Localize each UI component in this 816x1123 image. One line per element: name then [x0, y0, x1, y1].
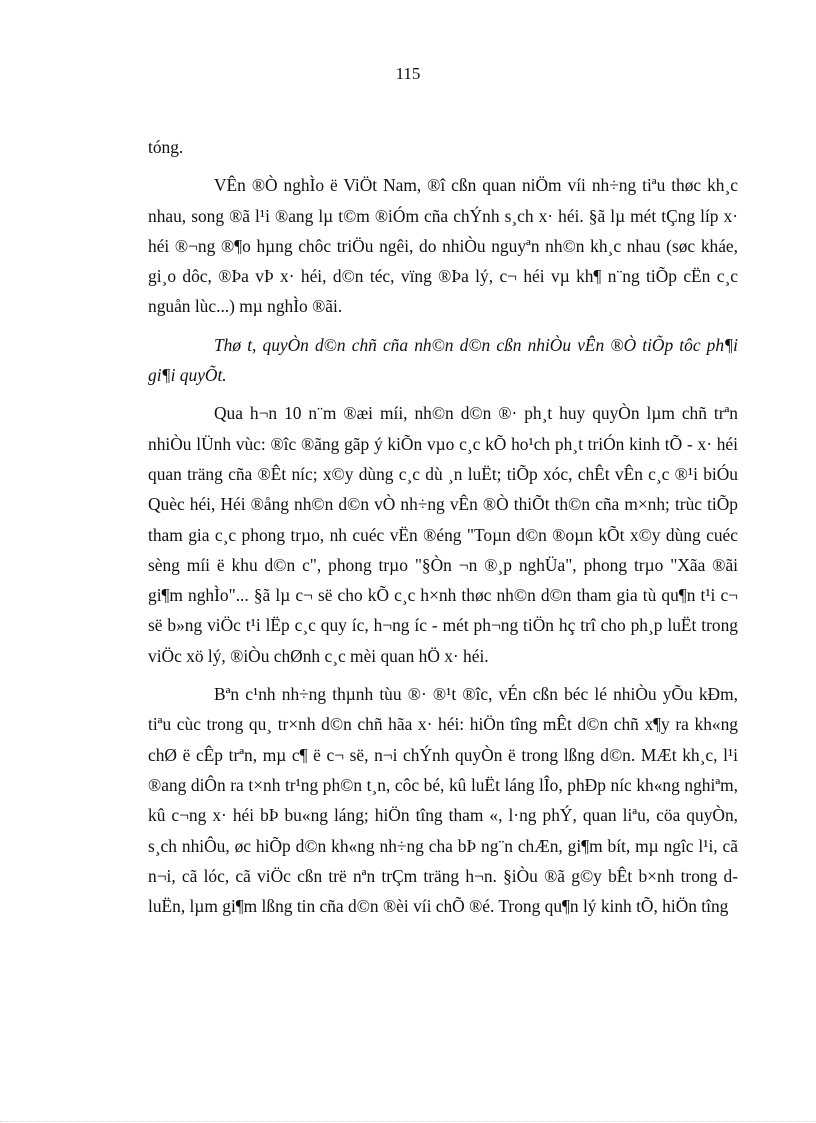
page-number: 115 [395, 64, 421, 83]
paragraph-weaknesses: Bªn c¹nh nh÷ng thµnh tùu ®· ®¹t ®îc, vÉn cßn béc lé nhiÒu yÕu kÐm, tiªu cùc trong qu¸ tr×nh d©n chñ hãa x· héi: hiÖn tîng mÊt d©n chñ x¶y ra kh«ng chØ ë cÊp trªn, mµ c¶ ë c¬ së, n¬i chÝnh quyÒn ë trong lßng d©n. MÆt kh¸c, l¹i ®ang diÔn ra t×nh tr¹ng ph©n t¸n, côc bé, kû luËt láng lÎo, phÐp níc kh«ng nghiªm, kû c¬ng x· héi bÞ bu«ng láng; hiÖn tîng tham «, l·ng phÝ, quan liªu, cöa quyÒn, s¸ch nhiÔu, øc hiÕp d©n kh«ng nh÷ng cha bÞ ng¨n chÆn, gi¶m bít, mµ ngîc l¹i, cã n¬i, cã lóc, cã viÖc cßn trë nªn trÇm träng h¬n. §iÒu ®ã g©y bÊt b×nh trong d luËn, lµm gi¶m lßng tin cña d©n ®èi víi chÕ ®é. Trong qu¶n lý kinh tÕ, hiÖn tîng [148, 684, 738, 917]
paragraph-achievements: Qua h¬n 10 n¨m ®æi míi, nh©n d©n ®· ph¸t huy quyÒn lµm chñ trªn nhiÒu lÜnh vùc: ®îc ®ãng gãp ý kiÕn vµo c¸c kÕ ho¹ch ph¸t triÓn kinh tÕ - x· héi quan träng cña ®Êt níc; x©y dùng c¸c dù ¸n luËt; tiÕp xóc, chÊt vÊn c¸c ®¹i biÓu Quèc héi, Héi ®ång nh©n d©n vÒ nh÷ng vÊn ®Ò thiÕt th©n cña m×nh; trùc tiÕp tham gia c¸c phong trµo, nh cuéc vËn ®éng "Toµn d©n ®oµn kÕt x©y dùng cuéc sèng míi ë khu d©n c", phong trµo "§Òn ¬n ®¸p nghÜa", phong trµo "Xãa ®ãi gi¶m nghÌo"... §ã lµ c¬ së cho kÕ c¸c h×nh thøc nh©n d©n tham gia tù qu¶n t¹i c¬ së b»ng viÖc t¹i lËp c¸c quy íc, h¬ng íc - mét ph¬ng tiÖn hç trî cho ph¸p luËt trong viÖc xö lý, ®iÒu chØnh c¸c mèi quan hÖ x· héi. [148, 403, 738, 666]
paragraph-poverty: VÊn ®Ò nghÌo ë ViÖt Nam, ®î cßn quan niÖm víi nh÷ng tiªu thøc kh¸c nhau, song ®ã l¹i ®ang lµ t©m ®iÓm cña chÝnh s¸ch x· héi. §ã lµ mét tÇng líp x· héi ®¬ng ®¶o hµng chôc triÖu ngêi, do nhiÒu nguyªn nh©n kh¸c nhau (søc kháe, gi¸o dôc, ®Þa vÞ x· héi, d©n téc, vïng ®Þa lý, c¬ héi vµ kh¶ n¨ng tiÕp cËn c¸c nguån lùc...) mµ nghÌo ®ãi. [148, 175, 738, 317]
page-bottom-border [0, 1121, 816, 1122]
body-text [148, 132, 738, 929]
paragraph-continuation: tóng. [148, 137, 184, 157]
section-heading-fourth: Thø t, quyÒn d©n chñ cña nh©n d©n cßn nhiÒu vÊn ®Ò tiÕp tôc ph¶i gi¶i quyÕt. [148, 334, 738, 386]
